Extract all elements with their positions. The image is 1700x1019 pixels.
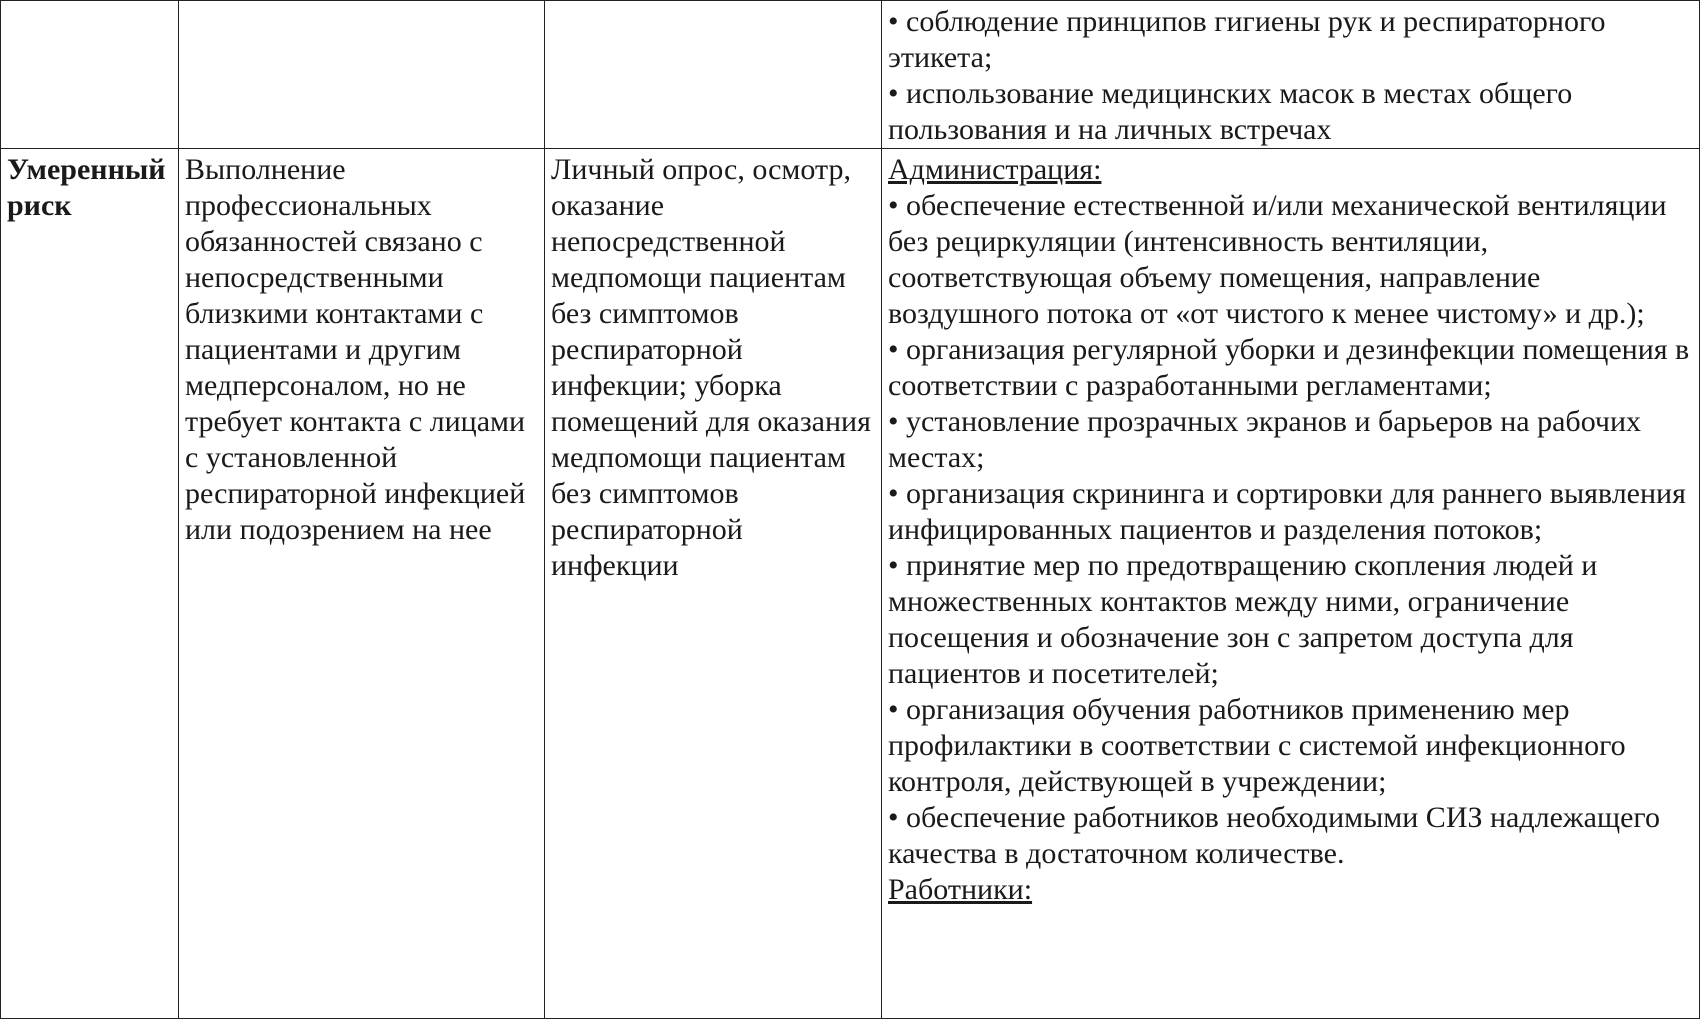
table-row (1, 1, 1700, 149)
measure-item: • соблюдение принципов гигиены рук и респираторного этикета; (888, 5, 1606, 74)
risk-level-label: Умеренный риск (7, 153, 166, 222)
measure-item: • обеспечение естественной и/или механической вентиляции без рециркуляции (интенсивность вентиляции, соответствующая объему помещения, направление воздушного потока от «от чистого к менее чистому» и др.); (888, 189, 1667, 330)
examples-cell (545, 149, 882, 1019)
measure-item: • принятие мер по предотвращению скопления людей и множественных контактов между ними, ограничение посещения и обозначение зон с запретом доступа для пациентов и посетителей; (888, 549, 1598, 690)
workers-heading: Работники: (888, 873, 1033, 906)
examples-cell-empty (545, 1, 882, 149)
activity-examples: Личный опрос, осмотр, оказание непосредственной медпомощи пациентам без симптомов респираторной инфекции; уборка помещений для оказания медпомощи пациентам без симптомов респираторной инфекции (551, 153, 871, 582)
table-row (1, 149, 1700, 1019)
measure-item: • организация регулярной уборки и дезинфекции помещения в соответствии с разработанными регламентами; (888, 333, 1690, 402)
description-cell-empty (179, 1, 545, 149)
level-cell (1, 149, 179, 1019)
administration-heading: Администрация: (888, 153, 1102, 186)
measure-item: • использование медицинских масок в местах общего пользования и на личных встречах (888, 77, 1573, 146)
measure-item: • организация скрининга и сортировки для раннего выявления инфицированных пациентов и разделения потоков; (888, 477, 1686, 546)
measure-item: • организация обучения работников применению мер профилактики в соответствии с системой инфекционного контроля, действующей в учреждении; (888, 693, 1626, 798)
measure-item: • обеспечение работников необходимыми СИЗ надлежащего качества в достаточном количестве. (888, 801, 1660, 870)
measure-item: • установление прозрачных экранов и барьеров на рабочих местах; (888, 405, 1642, 474)
measures-cell (882, 1, 1700, 149)
level-cell-empty (1, 1, 179, 149)
description-cell (179, 149, 545, 1019)
measures-cell (882, 149, 1700, 1019)
risk-description: Выполнение профессиональных обязанностей связано с непосредственными близкими контактами с пациентами и другим медперсоналом, но не требует контакта с лицами с установленной респираторной инфекцией или подозрением на нее (185, 153, 526, 546)
